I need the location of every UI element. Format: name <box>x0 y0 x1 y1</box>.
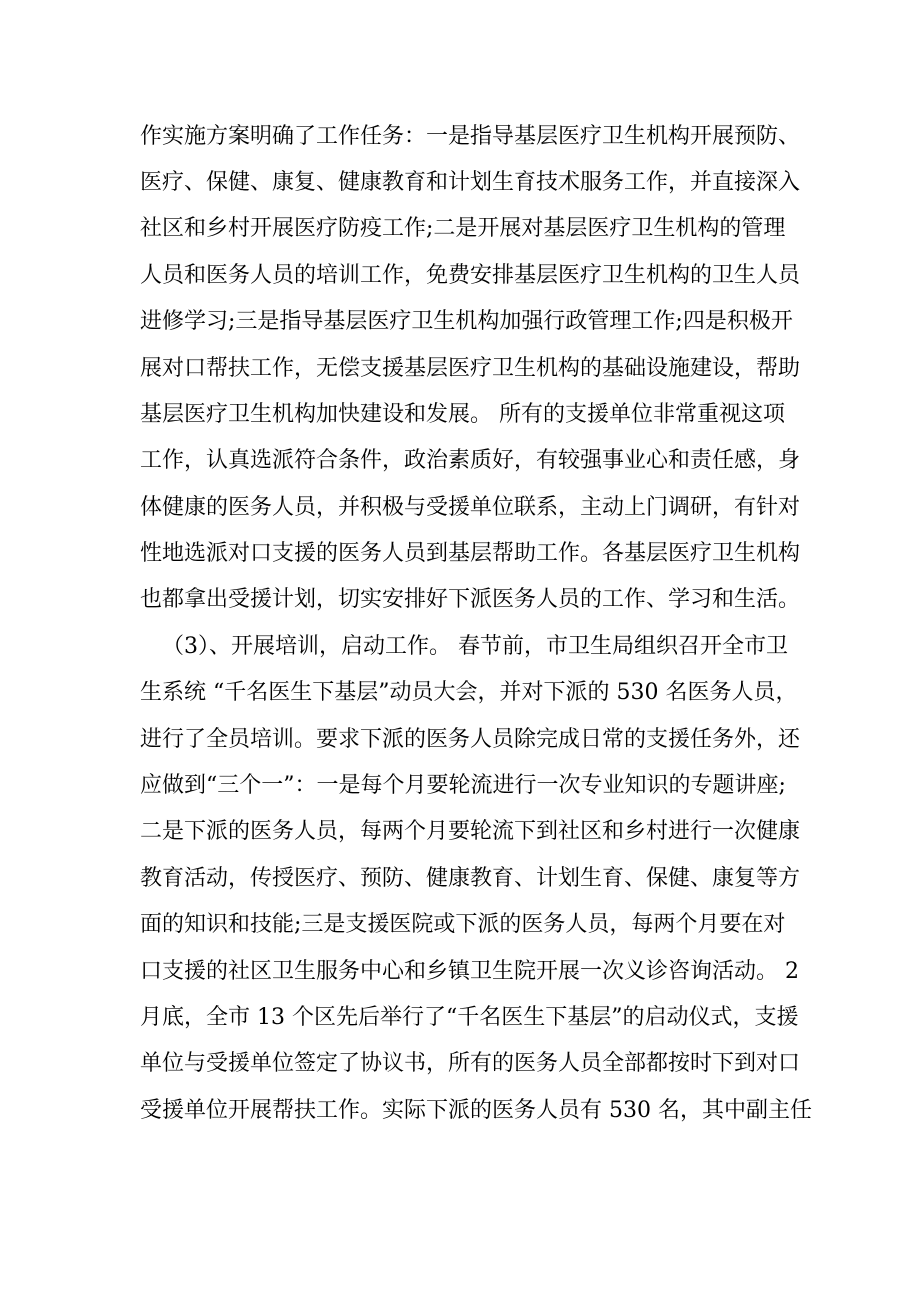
body-text-line: 性地选派对口支援的医务人员到基层帮助工作。各基层医疗卫生机构 <box>140 541 801 566</box>
body-text-line: 医疗、保健、康复、健康教育和计划生育技术服务工作，并直接深入 <box>140 170 801 195</box>
body-text-line: 单位与受援单位签定了协议书，所有的医务人员全部都按时下到对口 <box>140 1051 801 1076</box>
body-text-line: 教育活动，传授医疗、预防、健康教育、计划生育、保健、康复等方 <box>140 866 801 891</box>
body-text-line: 进修学习;三是指导基层医疗卫生机构加强行政管理工作;四是积极开 <box>140 309 793 334</box>
body-text-line: 受援单位开展帮扶工作。实际下派的医务人员有 530 名，其中副主任 <box>140 1098 812 1123</box>
body-text-line: 社区和乡村开展医疗防疫工作;二是开展对基层医疗卫生机构的管理 <box>140 216 786 241</box>
body-text-line: 应做到“三个一”：一是每个月要轮流进行一次专业知识的专题讲座; <box>140 773 786 798</box>
section-heading-line: （3）、开展培训，启动工作。 春节前，市卫生局组织召开全市卫 <box>162 634 788 659</box>
body-text-line: 人员和医务人员的培训工作，免费安排基层医疗卫生机构的卫生人员 <box>140 263 801 288</box>
body-text-line: 展对口帮扶工作，无偿支援基层医疗卫生机构的基础设施建设，帮助 <box>140 356 801 381</box>
body-text-line: 面的知识和技能;三是支援医院或下派的医务人员，每两个月要在对 <box>140 912 786 937</box>
body-text-line: 二是下派的医务人员，每两个月要轮流下到社区和乡村进行一次健康 <box>140 819 801 844</box>
body-text-line: 作实施方案明确了工作任务：一是指导基层医疗卫生机构开展预防、 <box>140 124 801 149</box>
body-text-line: 也都拿出受援计划，切实安排好下派医务人员的工作、学习和生活。 <box>140 587 801 612</box>
body-text-line: 基层医疗卫生机构加快建设和发展。 所有的支援单位非常重视这项 <box>140 402 785 427</box>
body-text-line: 进行了全员培训。要求下派的医务人员除完成日常的支援任务外，还 <box>140 727 801 752</box>
body-text-line: 工作，认真选派符合条件，政治素质好，有较强事业心和责任感，身 <box>140 448 801 473</box>
body-text-line: 口支援的社区卫生服务中心和乡镇卫生院开展一次义诊咨询活动。 2 <box>140 959 799 984</box>
body-text-line: 生系统 “千名医生下基层”动员大会，并对下派的 530 名医务人员， <box>140 680 798 705</box>
body-text-line: 体健康的医务人员，并积极与受援单位联系，主动上门调研，有针对 <box>140 495 801 520</box>
body-text-line: 月底，全市 13 个区先后举行了“千名医生下基层”的启动仪式，支援 <box>140 1005 799 1030</box>
